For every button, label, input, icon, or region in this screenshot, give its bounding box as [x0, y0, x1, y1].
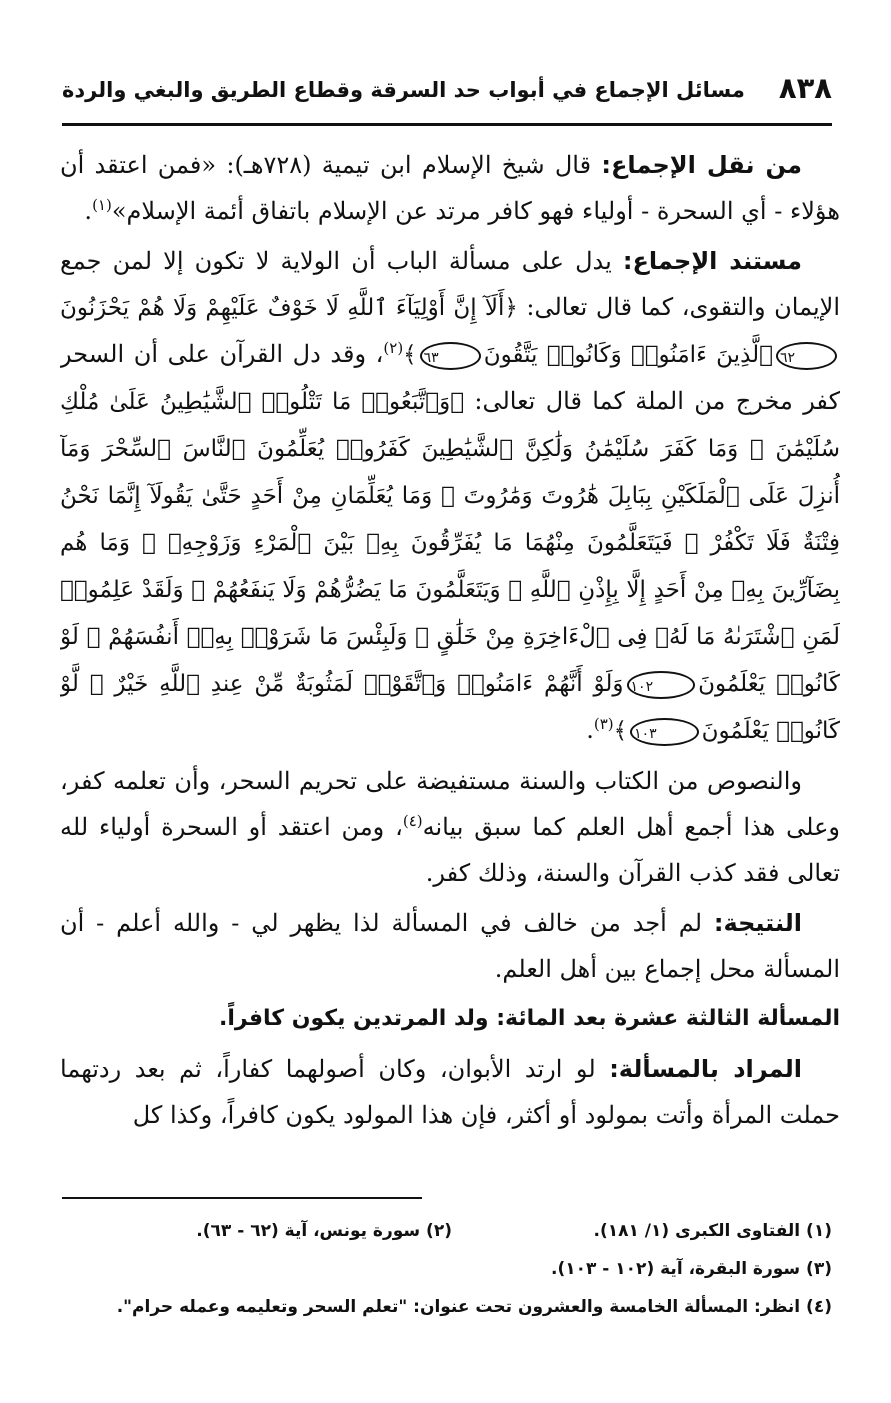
ayah-number-marker: ٦٢: [776, 342, 837, 370]
ayah-number-marker: ١٠٢: [627, 671, 696, 699]
footnote-ref-2[interactable]: (٢): [383, 339, 404, 357]
quran-verse-yunus-63: ٱلَّذِينَ ءَامَنُوا۟ وَكَانُوا۟ يَتَّقُونَ: [483, 342, 773, 368]
term-consensus-transmission: من نقل الإجماع:: [601, 151, 802, 179]
ayah-number-marker: ٦٣: [420, 342, 481, 370]
ayah-number-marker: ١٠٣: [630, 718, 699, 746]
footnote-rule: [62, 1197, 422, 1199]
term-result: النتيجة:: [713, 909, 802, 937]
footnote-ref-4[interactable]: (٤): [402, 812, 423, 830]
term-consensus-basis: مستند الإجماع:: [622, 247, 802, 275]
section-heading: المسألة الثالثة عشرة بعد المائة: ولد المرتدين يكون كافراً.: [219, 1006, 840, 1031]
paragraph-meaning: [60, 1046, 840, 1138]
quran-verse-baqarah-103: وَلَوْ أَنَّهُمْ ءَامَنُوا۟ وَٱتَّقَوْا۟ لَمَثُوبَةٌ مِّنْ عِندِ ٱللَّهِ خَيْرٌ ۖ لَّوْ كَانُوا۟ يَعْلَمُونَ: [60, 671, 840, 744]
paragraph-text: والنصوص من الكتاب والسنة مستفيضة على تحريم السحر، وأن تعلمه كفر، وعلى هذا أجمع أهل العلم كما سبق بيانه: [60, 767, 840, 841]
footnote-1: (١) الفتاوى الكبرى (١/ ١٨١).: [593, 1221, 832, 1241]
paragraph-text: لو ارتد الأبوان، وكان أصولهما كفاراً، ثم بعد ردتهما حملت المرأة وأتت بمولود أو أكثر، فإن هذا المولود يكون كافراً، وكذا كل: [60, 1055, 840, 1129]
paragraph-consensus-basis: [60, 238, 840, 754]
paragraph-end: .: [84, 197, 93, 225]
paragraph-end: .: [586, 716, 594, 744]
paragraph-texts-consensus: [60, 758, 840, 896]
footnote-2: (٢) سورة يونس، آية (٦٢ - ٦٣).: [196, 1221, 452, 1241]
footnotes: [62, 1212, 832, 1326]
footnote-ref-1[interactable]: (١): [92, 196, 112, 214]
paragraph-text: ، وقد دل القرآن على أن السحر كفر مخرج من الملة كما قال تعالى:: [60, 340, 840, 415]
footnote-row: [62, 1250, 832, 1288]
paragraph-text: يدل على مسألة الباب أن الولاية لا تكون إلا لمن جمع الإيمان والتقوى، كما قال تعالى:: [60, 247, 840, 321]
header-rule: [62, 123, 832, 126]
paragraph-result: [60, 900, 840, 992]
page-body: [60, 142, 840, 1182]
quran-bracket-close: ﴾: [403, 342, 417, 368]
running-title: مسائل الإجماع في أبواب حد السرقة وقطاع الطريق والبغي والردة: [62, 78, 745, 102]
page-header: [62, 70, 832, 122]
page-number: ٨٣٨: [778, 71, 832, 105]
paragraph-text: لم أجد من خالف في المسألة لذا يظهر لي - والله أعلم - أن المسألة محل إجماع بين أهل العلم.: [60, 909, 840, 983]
paragraph-text: قال شيخ الإسلام ابن تيمية (٧٢٨هـ): «فمن اعتقد أن هؤلاء - أي السحرة - أولياء فهو كافر مرتد عن الإسلام باتفاق أئمة الإسلام»: [60, 151, 840, 225]
footnote-4: (٤) انظر: المسألة الخامسة والعشرون تحت عنوان: "تعلم السحر وتعليمه وعمله حرام".: [116, 1297, 832, 1317]
footnote-row: [62, 1212, 832, 1250]
paragraph-text: ، ومن اعتقد أو السحرة أولياء لله تعالى فقد كذب القرآن والسنة، وذلك كفر.: [60, 813, 840, 887]
term-meaning: المراد بالمسألة:: [609, 1055, 802, 1083]
quran-verse-yunus-62: ﴿أَلَآ إِنَّ أَوْلِيَآءَ ٱللَّهِ لَا خَوْفٌ عَلَيْهِمْ وَلَا هُمْ يَحْزَنُونَ: [60, 295, 518, 321]
footnote-ref-3[interactable]: (٣): [593, 715, 614, 733]
footnote-row: [62, 1288, 832, 1326]
footnote-3: (٣) سورة البقرة، آية (١٠٢ - ١٠٣).: [551, 1259, 832, 1279]
quran-verse-baqarah-102: ﴿وَٱتَّبَعُوا۟ مَا تَتْلُوا۟ ٱلشَّيَٰطِينُ عَلَىٰ مُلْكِ سُلَيْمَٰنَ ۖ وَمَا كَفَرَ سُلَيْمَٰنُ وَلَٰكِنَّ ٱلشَّيَٰطِينَ كَفَرُوا۟ يُعَلِّمُونَ ٱلنَّاسَ ٱلسِّحْرَ وَمَآ أُنزِلَ عَلَى ٱلْمَلَكَيْنِ بِبَابِلَ هَٰرُوتَ وَمَٰرُوتَ ۚ وَمَا يُعَلِّمَانِ مِنْ أَحَدٍ حَتَّىٰ يَقُولَآ إِنَّمَا نَحْنُ فِتْنَةٌ فَلَا تَكْفُرْ ۖ فَيَتَعَلَّمُونَ مِنْهُمَا مَا يُفَرِّقُونَ بِهِۦ بَيْنَ ٱلْمَرْءِ وَزَوْجِهِۦ ۚ وَمَا هُم بِضَآرِّينَ بِهِۦ مِنْ أَحَدٍ إِلَّا بِإِذْنِ ٱللَّهِ ۚ وَيَتَعَلَّمُونَ مَا يَضُرُّهُمْ وَلَا يَنفَعُهُمْ ۚ وَلَقَدْ عَلِمُوا۟ لَمَنِ ٱشْتَرَىٰهُ مَا لَهُۥ فِى ٱلْءَاخِرَةِ مِنْ خَلَٰقٍ ۚ وَلَبِئْسَ مَا شَرَوْا۟ بِهِۦٓ أَنفُسَهُمْ ۚ لَوْ كَانُوا۟ يَعْلَمُونَ: [60, 389, 840, 697]
paragraph-consensus-transmission: [60, 142, 840, 234]
quran-bracket-close: ﴾: [613, 718, 628, 744]
